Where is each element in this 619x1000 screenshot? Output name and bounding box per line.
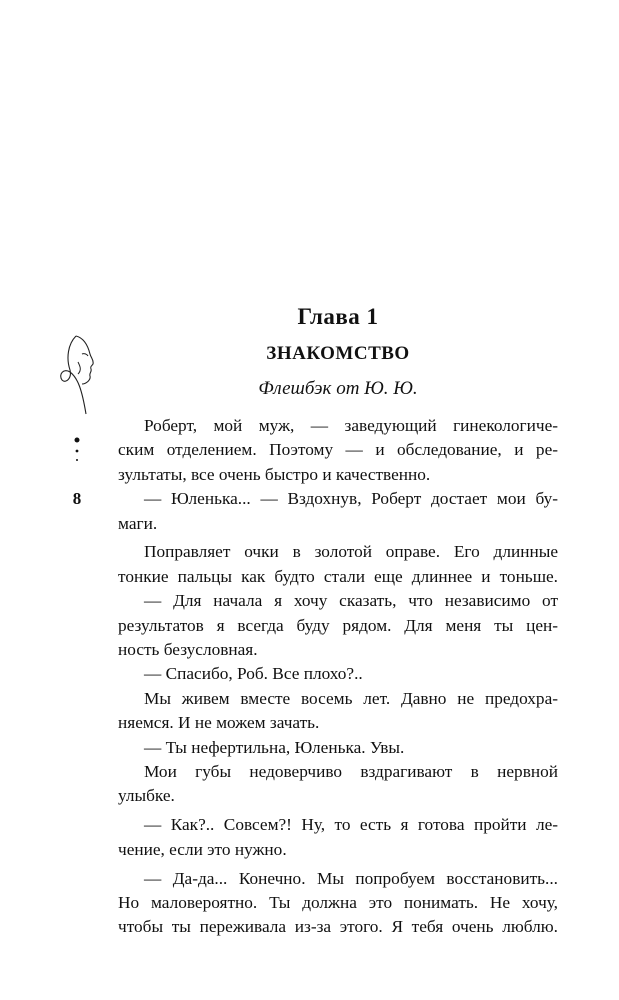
text-line: Поправляет очки в золотой оправе. Его длинные (144, 542, 558, 562)
text-line: няемся. И не можем зачать. (118, 713, 320, 733)
text-line: — Да-да... Конечно. Мы попробуем восстановить... (144, 868, 558, 888)
text-line: тонкие пальцы как будто стали еще длиннее и тоньше. (118, 566, 558, 586)
text-line: улыбке. (118, 786, 175, 806)
text-line: ность безусловная. (118, 640, 258, 660)
text-line: зультаты, все очень быстро и качественно. (118, 464, 431, 484)
text-line: Но маловероятно. Ты должна это понимать. Не хочу, (118, 892, 558, 912)
text-line: ским отделением. Поэтому — и обследование, и ре- (118, 440, 558, 460)
text-line: маги. (118, 513, 158, 533)
text-line: — Спасибо, Роб. Все плохо?.. (144, 664, 363, 684)
text-line: Роберт, мой муж, — заведующий гинекологиче- (144, 416, 558, 435)
chapter-title: Глава 1 (297, 304, 379, 329)
body-text (118, 414, 558, 940)
text-line: Мои губы недоверчиво вздрагивают в нервной (144, 761, 558, 781)
text-line: — Ты нефертильна, Юленька. Увы. (144, 737, 405, 757)
text-line: чение, если это нужно. (118, 839, 287, 859)
text-line: Мы живем вместе восемь лет. Давно не предохра- (144, 688, 558, 708)
text-line: — Для начала я хочу сказать, что независимо от (144, 591, 558, 611)
dots-ornament-icon (72, 436, 82, 464)
chapter-subtitle: ЗНАКОМСТВО (266, 343, 410, 364)
text-line: результатов я всегда буду рядом. Для меня ты цен- (118, 615, 558, 635)
woman-face-line-art-icon (56, 332, 106, 416)
text-line: чтобы ты переживала из-за этого. Я тебя очень люблю. (118, 917, 558, 937)
text-line: — Юленька... — Вздохнув, Роберт достает мои бу- (144, 489, 558, 509)
text-line: — Как?.. Совсем?! Ну, то есть я готова пройти ле- (144, 815, 558, 835)
chapter-epigraph: Флешбэк от Ю. Ю. (258, 378, 418, 399)
page-number: 8 (72, 489, 82, 508)
